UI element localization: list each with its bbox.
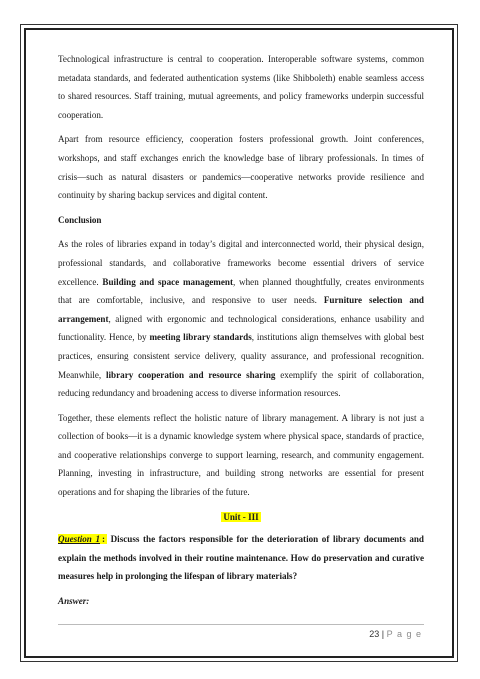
answer-label: Answer: — [58, 596, 90, 607]
question-text: Discuss the factors responsible for the deterioration of library documents and explain the methods involved in their routine maintenance. How do preservation and curative measures help in prolonging the lifespan of library materials? — [58, 534, 424, 582]
conclusion-heading: Conclusion — [58, 214, 102, 225]
unit-heading — [58, 508, 424, 527]
footer-divider — [58, 624, 424, 625]
question-label: Question 1 — [58, 534, 100, 545]
bold-term-building: Building and space management — [102, 276, 233, 287]
paragraph-infrastructure: Technological infrastructure is central to cooperation. Interoperable software systems, common metadata standards, and federated authentication systems (like Shibboleth) enable seamless access to shared resources. Staff training, mutual agreements, and policy frameworks underpin successful cooperation. — [58, 54, 424, 120]
conclusion-text-4: , institutions align themselves with global best practices, ensuring consistent service delivery, quality assurance, and professional recognition. Meanwhile, — [58, 332, 424, 380]
bold-term-standards: meeting library standards — [149, 332, 252, 343]
bold-term-furniture: Furniture selection and arrangement — [58, 295, 424, 324]
unit-label: Unit - III — [223, 511, 259, 522]
page-separator: | — [379, 629, 387, 639]
bold-term-cooperation: library cooperation and resource sharing — [106, 369, 276, 380]
question-colon: : — [102, 534, 106, 545]
page-word: P a g e — [386, 629, 422, 639]
conclusion-text-3: , aligned with ergonomic and technological considerations, enhance usability and functionality. Hence, by — [58, 313, 424, 343]
paragraph-conclusion-1 — [58, 235, 424, 402]
page-number: 23 — [369, 629, 380, 639]
paragraph-conclusion-2: Together, these elements reflect the holistic nature of library management. A library is not just a collection of books—it is a dynamic knowledge system where physical space, standards of practice, and cooperative relationships converge to support learning, research, and community engagement. Planning, investing in infrastructure, and building strong networks are essential for present operations and for shaping the libraries of the future. — [58, 412, 424, 498]
conclusion-text-1: As the roles of libraries expand in today’s digital and interconnected world, their physical design, professional standards, and collaborative frameworks become essential drivers of service excellence. — [58, 239, 424, 287]
page-content — [58, 50, 424, 611]
conclusion-text-2: , when planned thoughtfully, creates environments that are comfortable, inclusive, and responsive to user needs. — [58, 276, 424, 306]
question-1 — [58, 530, 424, 586]
page-footer — [369, 629, 422, 639]
paragraph-professional-growth: Apart from resource efficiency, cooperation fosters professional growth. Joint conferences, workshops, and staff exchanges enrich the knowledge base of library professionals. In times of crisis—such as natural disasters or pandemics—cooperative networks provide resilience and continuity by sharing backup services and digital content. — [58, 134, 424, 201]
conclusion-text-5: exemplify the spirit of collaboration, reducing redundancy and broadening access to diverse information resources. — [58, 369, 424, 399]
